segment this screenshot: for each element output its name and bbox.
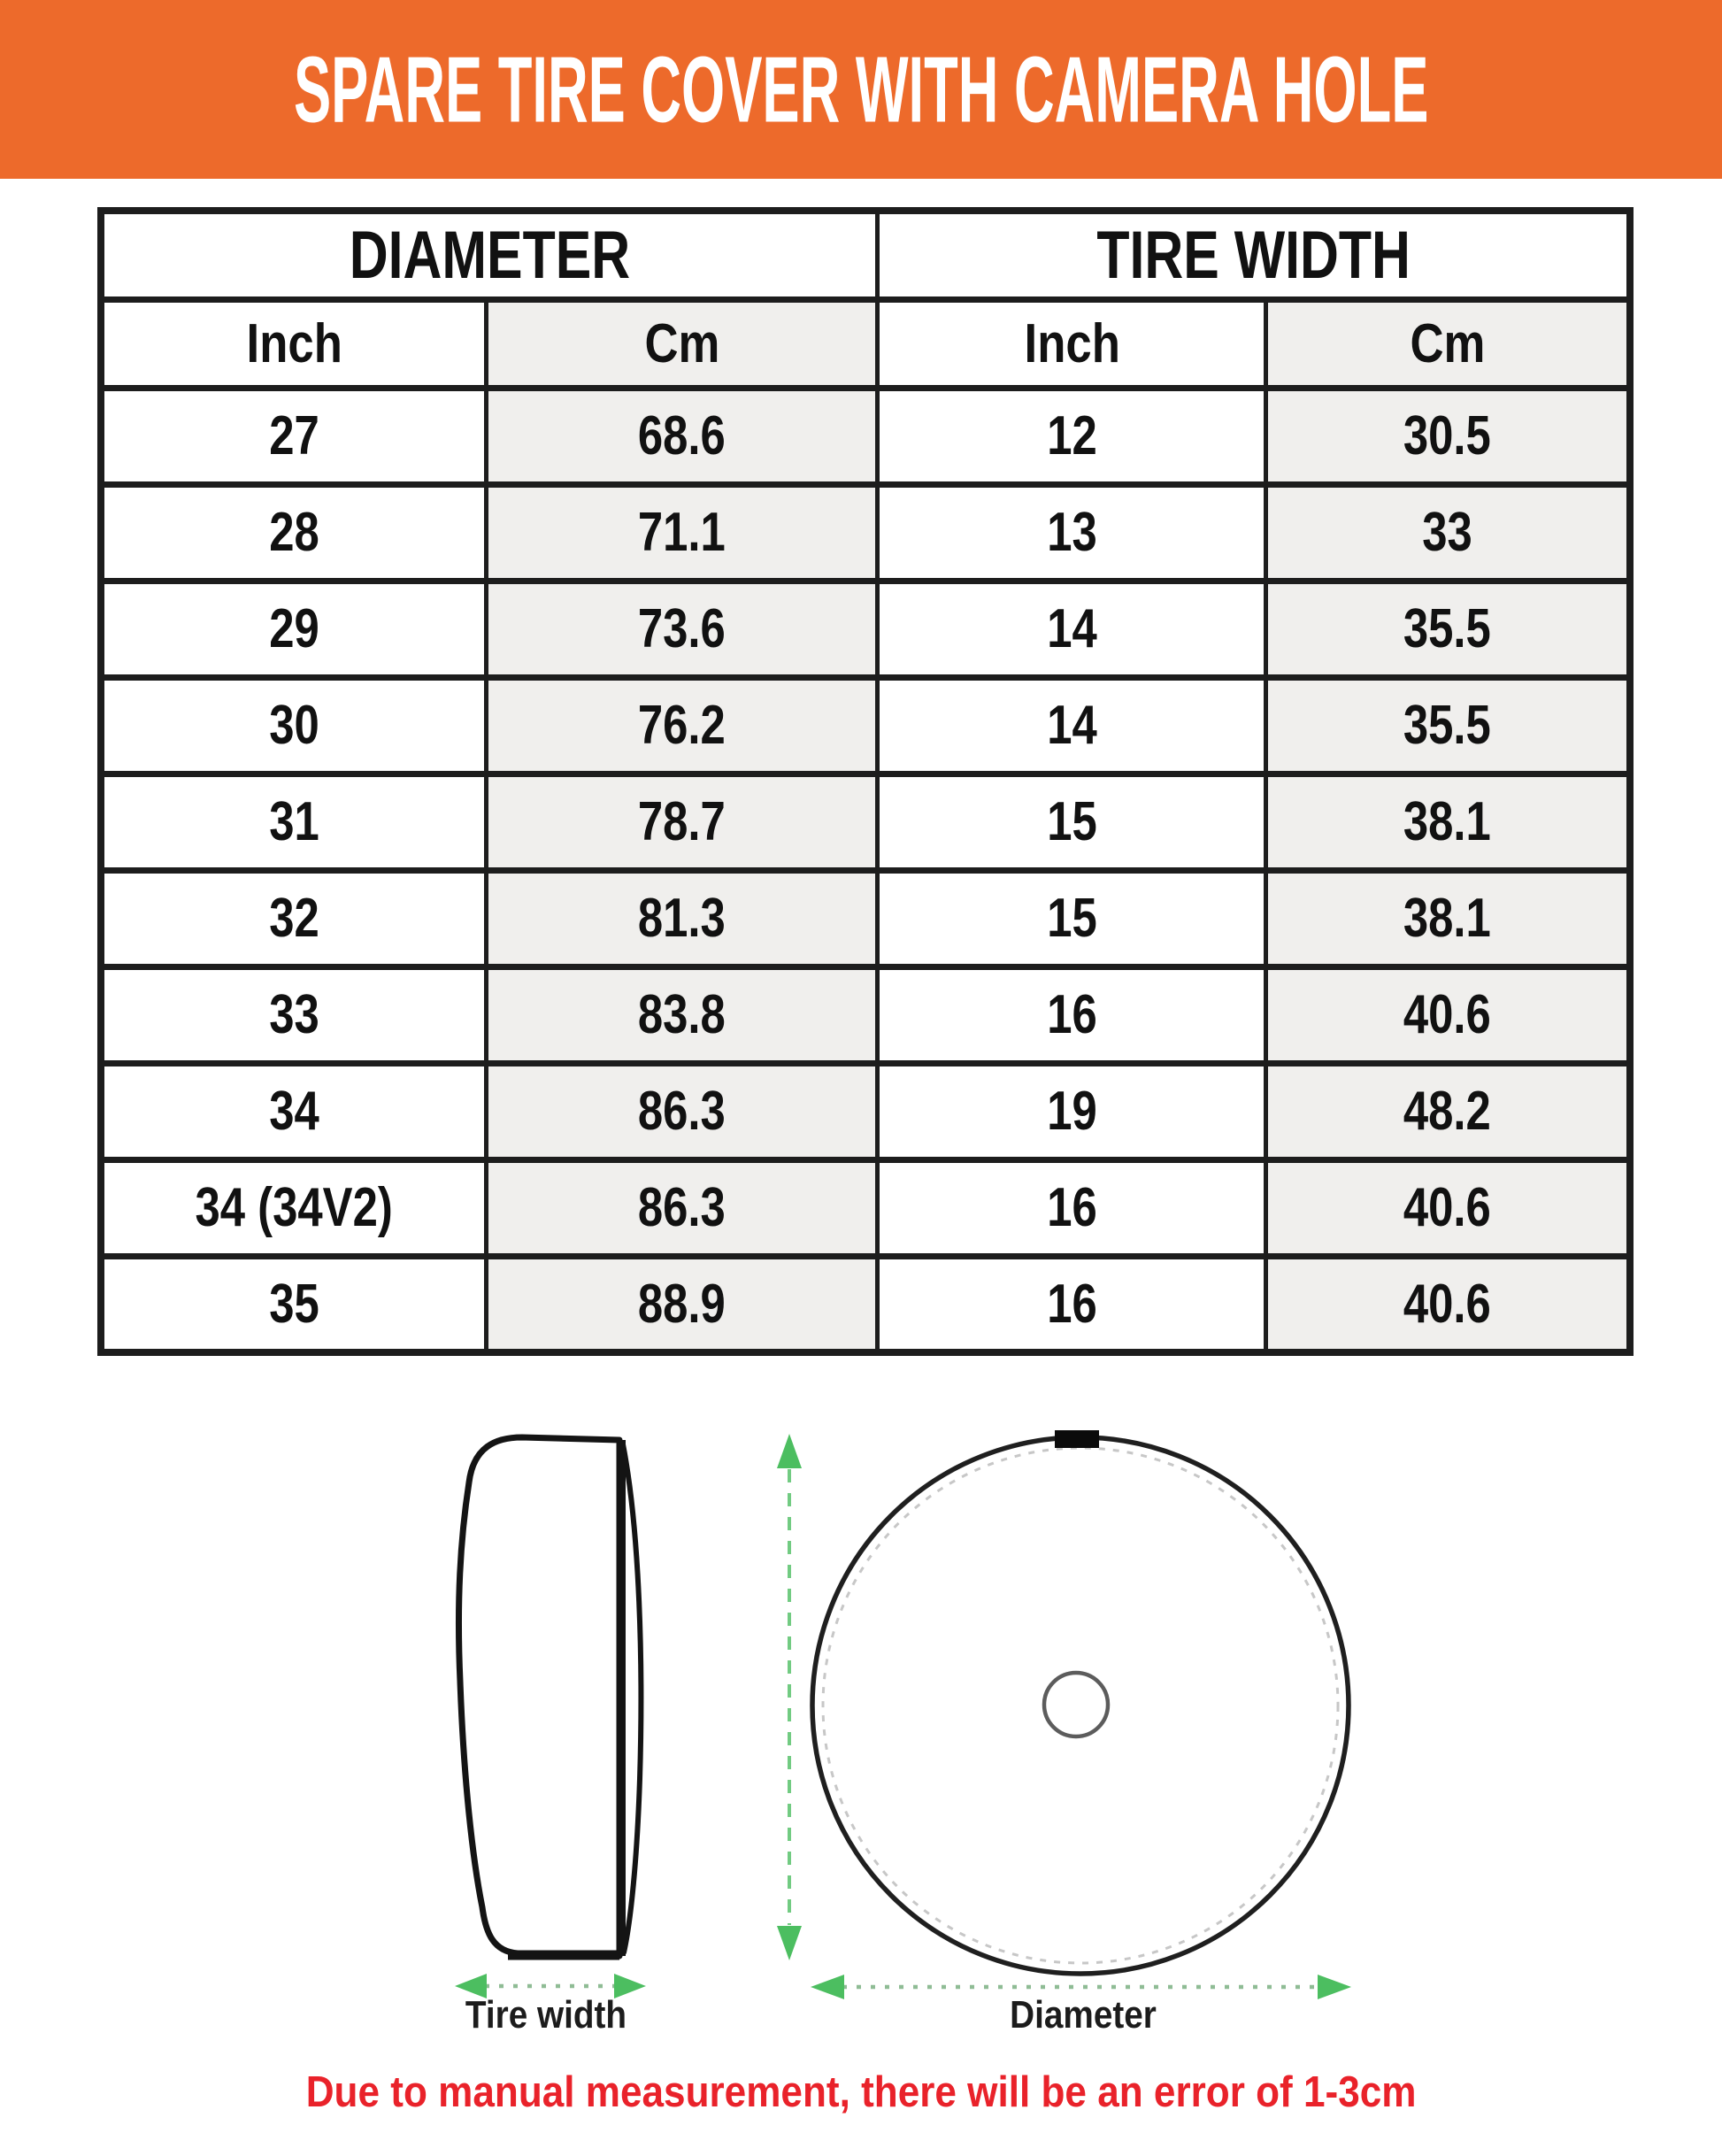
tire-measurement-diagram	[0, 1398, 1722, 2036]
measurement-note	[0, 2067, 1722, 2117]
table-row	[101, 774, 1630, 870]
table-subheader-row	[101, 299, 1630, 388]
table-row	[101, 1256, 1630, 1352]
table-row	[101, 484, 1630, 581]
tire-front-view	[812, 1430, 1349, 1974]
arrow-up-head	[777, 1434, 802, 1468]
cell-tire-width-inch: 15	[878, 870, 1266, 966]
tire-width-label: Tire width	[465, 1993, 627, 2037]
cell-diameter-inch: 33	[101, 966, 486, 1063]
table-row	[101, 677, 1630, 774]
cell-diameter-inch: 35	[101, 1256, 486, 1352]
cell-tire-width-cm: 38.1	[1266, 774, 1630, 870]
cell-diameter-cm: 78.7	[486, 774, 877, 870]
cell-diameter-inch: 30	[101, 677, 486, 774]
cell-tire-width-inch: 14	[878, 677, 1266, 774]
subheader-diameter-cm: Cm	[486, 299, 877, 388]
cell-diameter-inch: 34	[101, 1063, 486, 1159]
table-row	[101, 1063, 1630, 1159]
table-row	[101, 388, 1630, 484]
cell-diameter-cm: 76.2	[486, 677, 877, 774]
cell-diameter-cm: 73.6	[486, 581, 877, 677]
diameter-vertical-arrow	[777, 1434, 802, 1960]
cell-diameter-inch: 27	[101, 388, 486, 484]
cell-tire-width-inch: 12	[878, 388, 1266, 484]
table-row	[101, 966, 1630, 1063]
column-group-diameter: DIAMETER	[101, 211, 878, 299]
cell-diameter-cm: 86.3	[486, 1063, 877, 1159]
table-row	[101, 581, 1630, 677]
cell-diameter-cm: 68.6	[486, 388, 877, 484]
table-row	[101, 870, 1630, 966]
cell-diameter-cm: 88.9	[486, 1256, 877, 1352]
cell-tire-width-cm: 40.6	[1266, 1159, 1630, 1256]
subheader-tire-width-cm: Cm	[1266, 299, 1630, 388]
title-banner	[0, 0, 1722, 179]
cell-tire-width-cm: 35.5	[1266, 581, 1630, 677]
cell-tire-width-inch: 16	[878, 1159, 1266, 1256]
table-row	[101, 1159, 1630, 1256]
cell-diameter-cm: 86.3	[486, 1159, 877, 1256]
subheader-diameter-inch: Inch	[101, 299, 486, 388]
cell-tire-width-cm: 38.1	[1266, 870, 1630, 966]
cell-diameter-inch: 32	[101, 870, 486, 966]
cell-tire-width-inch: 15	[878, 774, 1266, 870]
tire-side-view	[458, 1437, 641, 1956]
cell-diameter-cm: 71.1	[486, 484, 877, 581]
cell-tire-width-inch: 14	[878, 581, 1266, 677]
cell-diameter-inch: 34 (34V2)	[101, 1159, 486, 1256]
cell-tire-width-inch: 16	[878, 1256, 1266, 1352]
cell-diameter-inch: 28	[101, 484, 486, 581]
camera-hole	[1044, 1673, 1108, 1736]
cell-tire-width-inch: 16	[878, 966, 1266, 1063]
top-marker	[1055, 1430, 1099, 1448]
subheader-tire-width-inch: Inch	[878, 299, 1266, 388]
cell-tire-width-inch: 19	[878, 1063, 1266, 1159]
cell-tire-width-cm: 40.6	[1266, 966, 1630, 1063]
cell-diameter-cm: 83.8	[486, 966, 877, 1063]
arrow-right-head	[1318, 1975, 1351, 1999]
measurement-note-text: Due to manual measurement, there will be an error of 1-3cm	[305, 2068, 1417, 2116]
cell-diameter-inch: 31	[101, 774, 486, 870]
arrow-down-head	[777, 1926, 802, 1960]
cell-tire-width-inch: 13	[878, 484, 1266, 581]
column-group-tire-width: TIRE WIDTH	[878, 211, 1630, 299]
cell-tire-width-cm: 40.6	[1266, 1256, 1630, 1352]
table-group-header-row	[101, 211, 1630, 299]
cell-diameter-cm: 81.3	[486, 870, 877, 966]
size-table	[97, 207, 1634, 1356]
arrow-left-head	[811, 1975, 844, 1999]
cell-tire-width-cm: 48.2	[1266, 1063, 1630, 1159]
cell-tire-width-cm: 30.5	[1266, 388, 1630, 484]
cell-diameter-inch: 29	[101, 581, 486, 677]
diameter-label: Diameter	[1010, 1993, 1157, 2037]
cell-tire-width-cm: 33	[1266, 484, 1630, 581]
page-title: SPARE TIRE COVER WITH CAMERA HOLE	[293, 36, 1429, 142]
cell-tire-width-cm: 35.5	[1266, 677, 1630, 774]
